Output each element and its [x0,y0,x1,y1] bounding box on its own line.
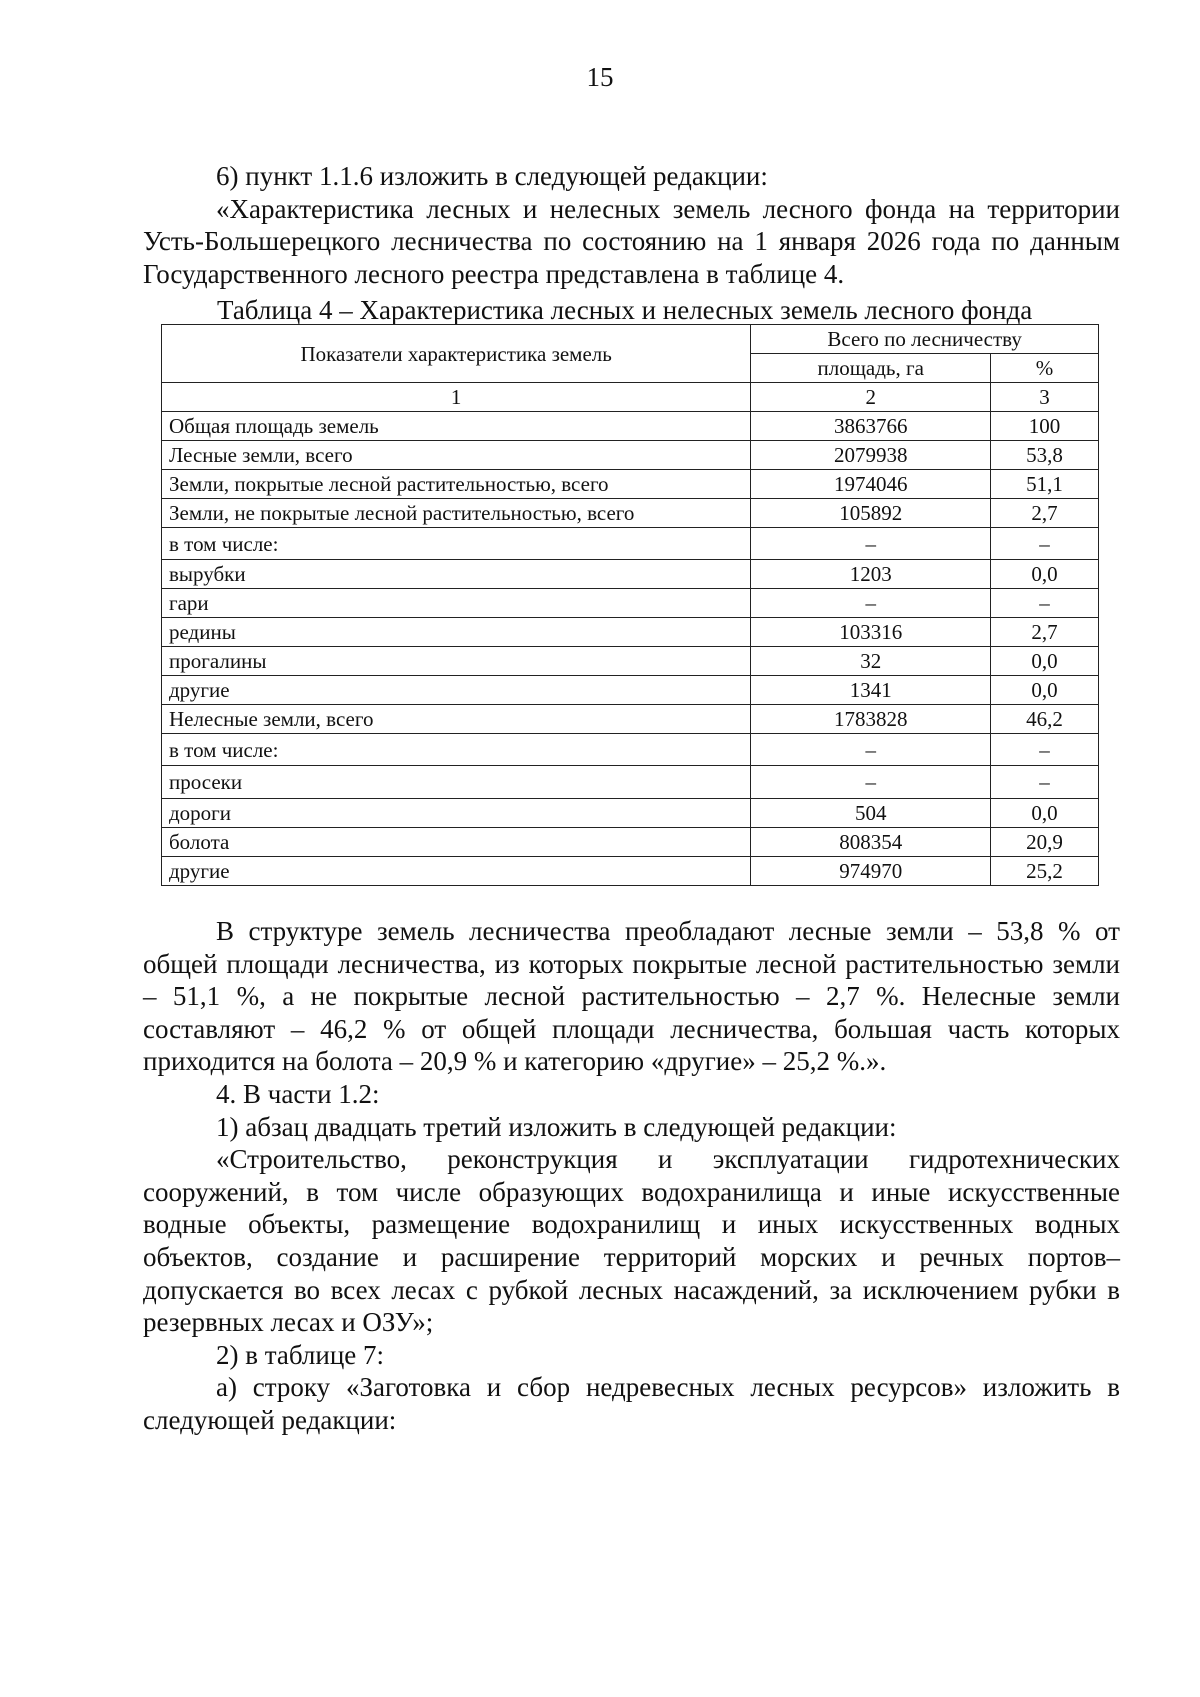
table-row [162,647,1099,676]
row-name-cell: вырубки [162,560,751,589]
table-row [162,441,1099,470]
row-name-cell: Земли, не покрытые лесной растительностью, всего [162,499,751,528]
row-percent-cell: 46,2 [991,705,1099,734]
intro-paragraph-2: «Характеристика лесных и нелесных земель лесного фонда на территории Усть-Большерецкого лесничества по состоянию на 1 января 2026 года по данным Государственного лесного реестра представлена в таблице 4. [143,193,1120,289]
table-caption: Таблица 4 – Характеристика лесных и нелесных земель лесного фонда [217,295,1033,325]
row-name-cell: Общая площадь земель [162,412,751,441]
table-row [162,799,1099,828]
row-area-cell: 1974046 [751,470,991,499]
row-name-cell: другие [162,857,751,886]
table-row [162,528,1099,560]
lands-table [161,324,1099,886]
row-area-cell: 3863766 [751,412,991,441]
item-a-paragraph: а) строку «Заготовка и сбор недревесных лесных ресурсов» изложить в следующей редакции: [143,1372,1120,1435]
table-row [162,766,1099,799]
row-name-cell: просеки [162,766,751,799]
row-percent-cell: 0,0 [991,799,1099,828]
row-area-cell: – [751,766,991,799]
intro-block [143,160,1120,290]
header-percent: % [991,354,1099,383]
row-name-cell: болота [162,828,751,857]
row-area-cell: 1341 [751,676,991,705]
construction-paragraph: «Строительство, реконструкция и эксплуатации гидротехнических сооружений, в том числе образующих водохранилища и иные искусственные водные объекты, размещение водохранилищ и иных искусственных водных объектов, создание и расширение территорий морских и речных портов– допускается во всех лесах с рубкой лесных насаждений, за исключением рубки в резервных лесах и ОЗУ»; [143,1144,1120,1338]
table-row [162,412,1099,441]
row-name-cell: Нелесные земли, всего [162,705,751,734]
intro-paragraph-1: 6) пункт 1.1.6 изложить в следующей редакции: [216,161,768,191]
header-indicators: Показатели характеристика земель [162,325,751,383]
row-percent-cell: 2,7 [991,499,1099,528]
table-header-row-1 [162,325,1099,354]
row-name-cell: в том числе: [162,734,751,766]
row-percent-cell: 2,7 [991,618,1099,647]
row-area-cell: – [751,528,991,560]
item-1-paragraph: 1) абзац двадцать третий изложить в следующей редакции: [216,1111,897,1142]
table-number-row [162,383,1099,412]
table-row [162,676,1099,705]
part-heading: 4. В части 1.2: [216,1078,380,1109]
row-area-cell: – [751,734,991,766]
row-percent-cell: 53,8 [991,441,1099,470]
after-table-block [143,915,1120,1437]
page-number: 15 [586,62,614,92]
row-name-cell: Земли, покрытые лесной растительностью, всего [162,470,751,499]
item-2-paragraph: 2) в таблице 7: [216,1339,385,1370]
column-number: 1 [162,383,751,412]
row-name-cell: гари [162,589,751,618]
row-area-cell: 103316 [751,618,991,647]
row-area-cell: 1203 [751,560,991,589]
header-forestry-total: Всего по лесничеству [751,325,1099,354]
row-area-cell: 32 [751,647,991,676]
column-number: 3 [991,383,1099,412]
table-row [162,828,1099,857]
row-percent-cell: – [991,766,1099,799]
table-row [162,499,1099,528]
row-name-cell: дороги [162,799,751,828]
table-row [162,470,1099,499]
row-percent-cell: – [991,734,1099,766]
table-row [162,734,1099,766]
row-percent-cell: 20,9 [991,828,1099,857]
table-row [162,705,1099,734]
row-percent-cell: – [991,589,1099,618]
row-area-cell: 974970 [751,857,991,886]
row-name-cell: Лесные земли, всего [162,441,751,470]
row-percent-cell: 25,2 [991,857,1099,886]
row-area-cell: 504 [751,799,991,828]
row-area-cell: – [751,589,991,618]
table-row [162,618,1099,647]
row-area-cell: 808354 [751,828,991,857]
row-percent-cell: 51,1 [991,470,1099,499]
row-area-cell: 1783828 [751,705,991,734]
row-name-cell: другие [162,676,751,705]
row-percent-cell: 0,0 [991,676,1099,705]
row-percent-cell: – [991,528,1099,560]
table-row [162,560,1099,589]
row-area-cell: 105892 [751,499,991,528]
row-area-cell: 2079938 [751,441,991,470]
table-row [162,589,1099,618]
row-percent-cell: 0,0 [991,560,1099,589]
header-area: площадь, га [751,354,991,383]
row-percent-cell: 0,0 [991,647,1099,676]
row-name-cell: в том числе: [162,528,751,560]
table-row [162,857,1099,886]
column-number: 2 [751,383,991,412]
row-percent-cell: 100 [991,412,1099,441]
row-name-cell: редины [162,618,751,647]
structure-paragraph: В структуре земель лесничества преобладают лесные земли – 53,8 % от общей площади лесничества, из которых покрытые лесной растительностью земли – 51,1 %, а не покрытые лесной растительностью – 2,7 %. Нелесные земли составляют – 46,2 % от общей площади лесничества, большая часть которых приходится на болота – 20,9 % и категорию «другие» – 25,2 %.». [143,916,1120,1077]
row-name-cell: прогалины [162,647,751,676]
